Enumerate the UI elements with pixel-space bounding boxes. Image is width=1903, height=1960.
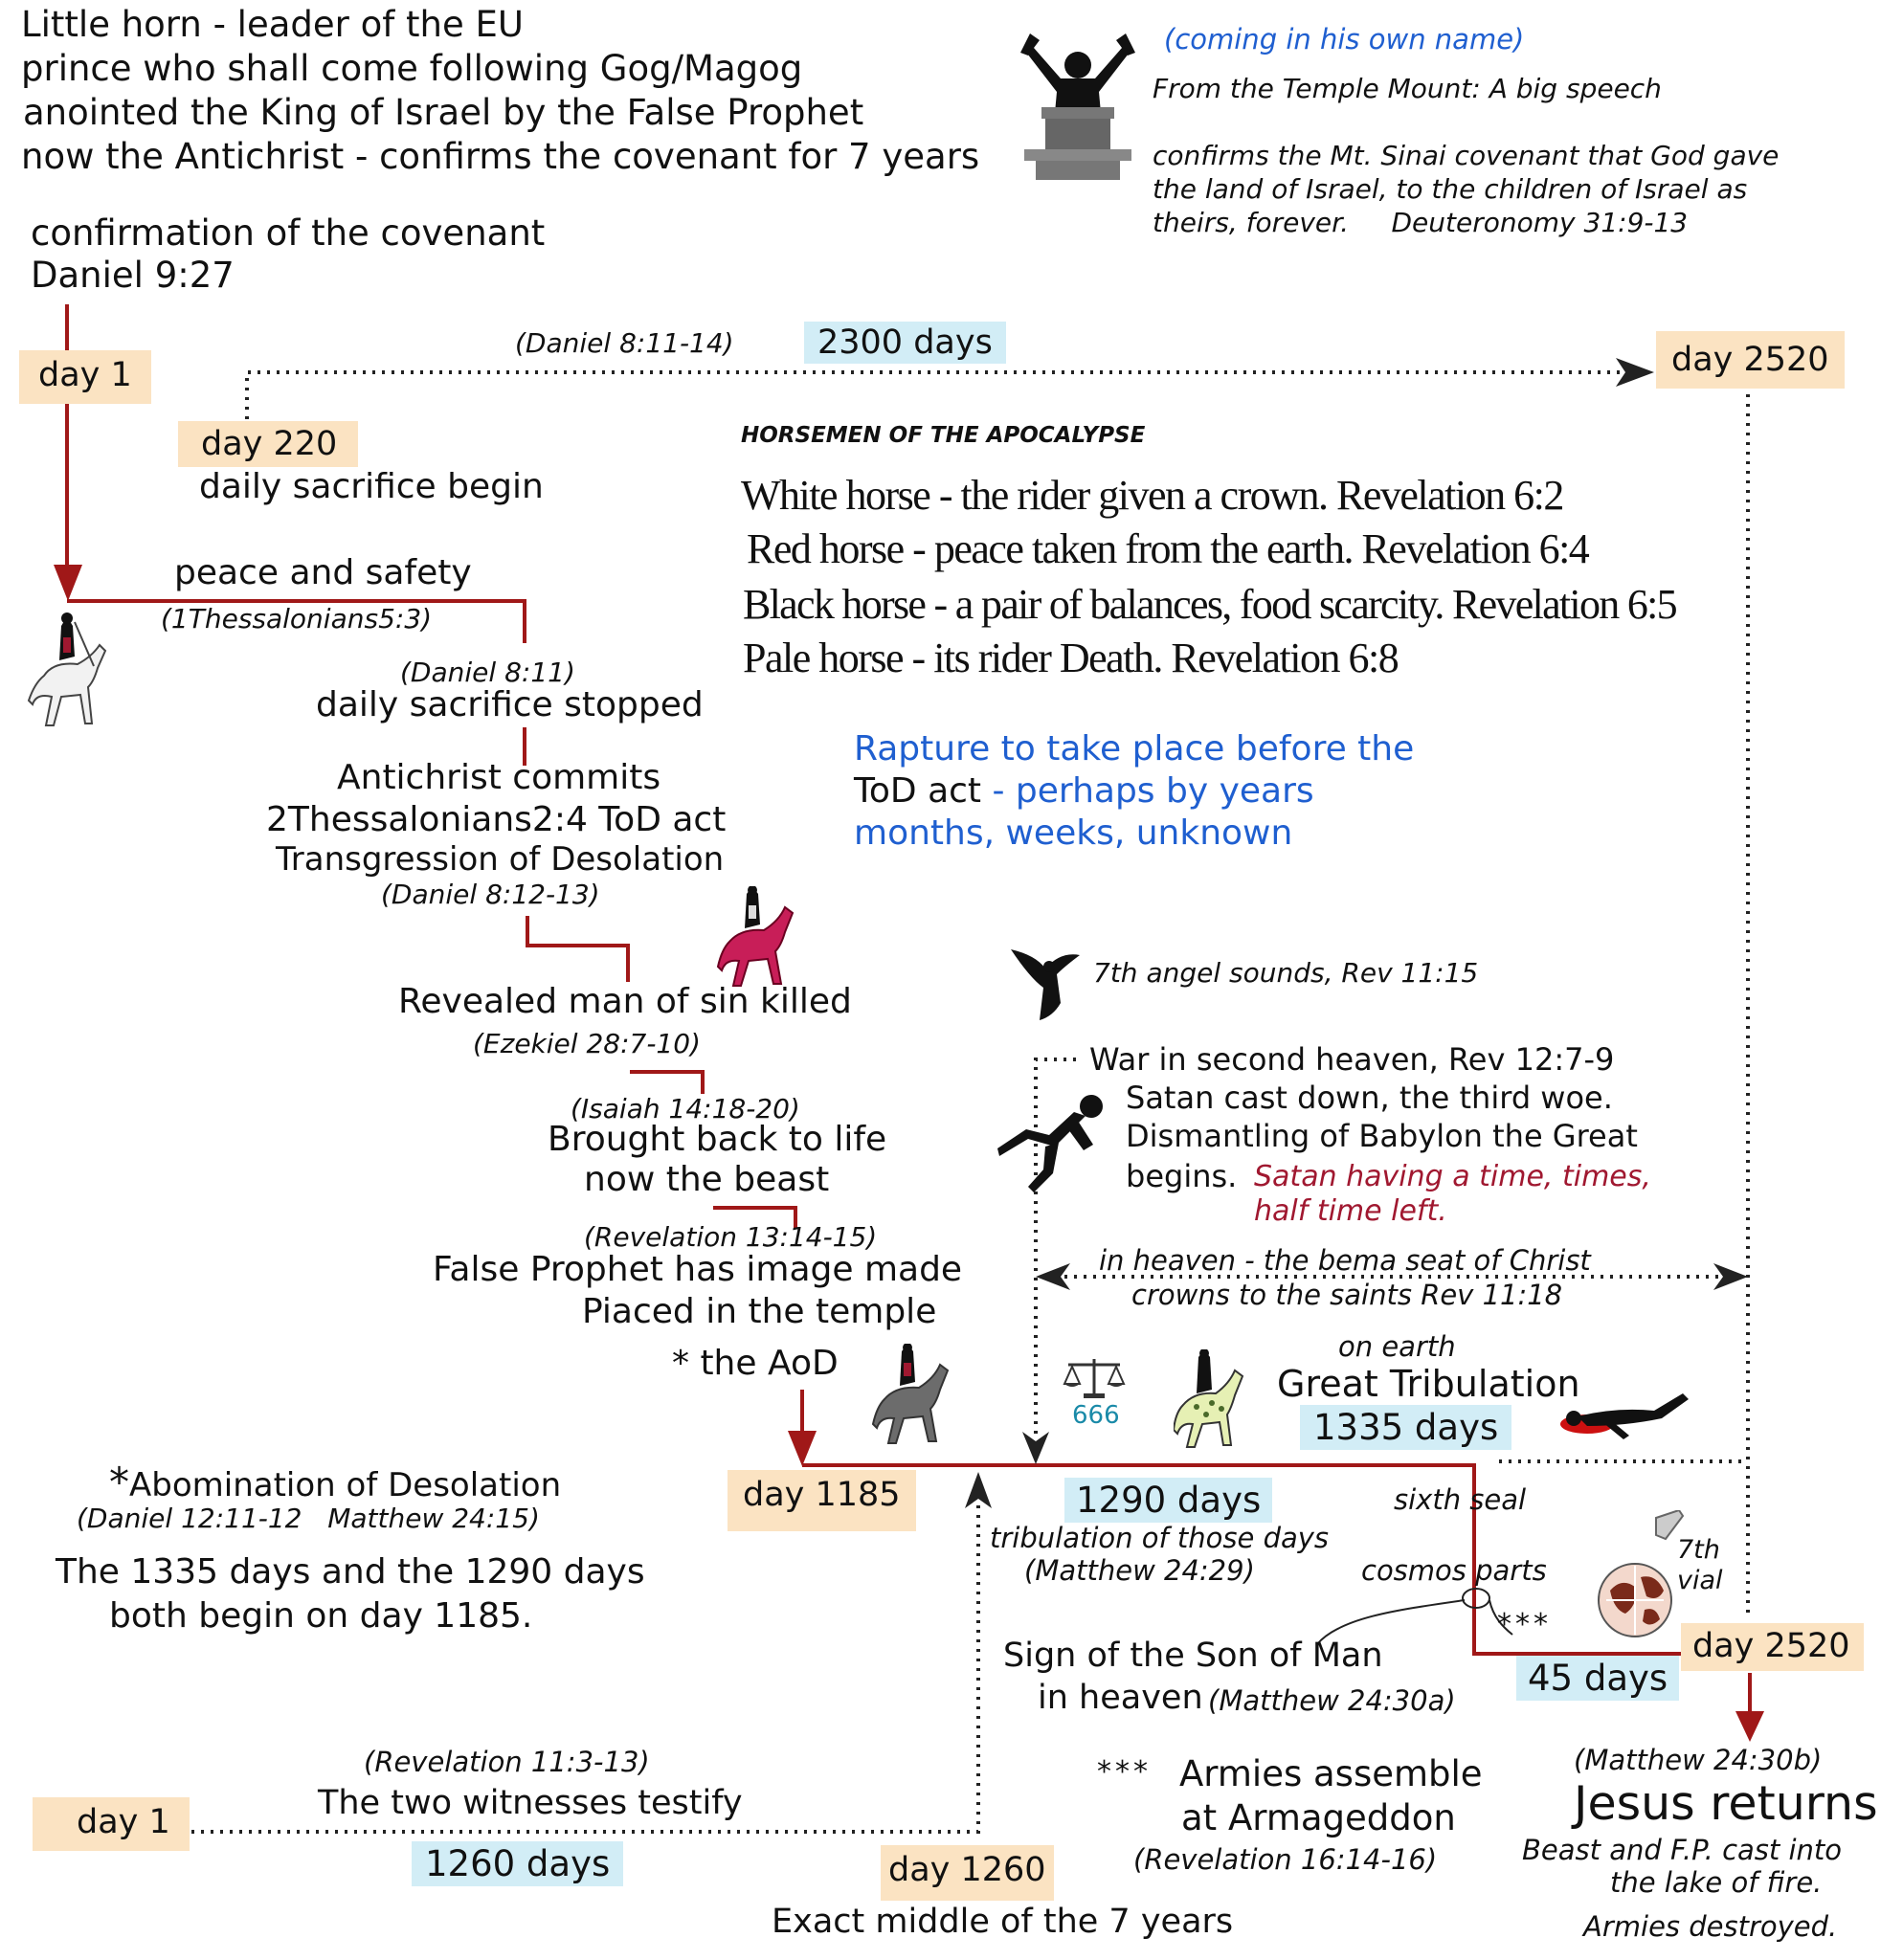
day2520-top-tag: day 2520 bbox=[1656, 331, 1845, 389]
angel-icon bbox=[1007, 946, 1082, 1022]
dotted-2300 bbox=[247, 372, 1623, 419]
seventh-vial-label-1: 7th bbox=[1677, 1535, 1720, 1565]
aod-arrowhead bbox=[788, 1431, 817, 1466]
days-1260-tag: 1260 days bbox=[412, 1841, 623, 1886]
covenant-line-3: theirs, forever. Deuteronomy 31:9-13 bbox=[1153, 207, 1689, 238]
rapture-line-3: months, weeks, unknown bbox=[854, 813, 1293, 853]
header-line-2: prince who shall come following Gog/Magog bbox=[21, 48, 803, 89]
aod-footnote-star: * bbox=[109, 1459, 129, 1505]
sign-son-of-man-line-2: in heaven bbox=[1038, 1679, 1203, 1717]
rapture-line-2 bbox=[854, 771, 1314, 811]
transgression-line: Transgression of Desolation bbox=[276, 840, 725, 879]
great-tribulation-label: Great Tribulation bbox=[1277, 1363, 1580, 1405]
arrow-heaven-right bbox=[1713, 1263, 1748, 1290]
cosmos-parts-label: cosmos parts bbox=[1361, 1554, 1547, 1587]
day1185-tag: day 1185 bbox=[728, 1470, 916, 1531]
armies-destroyed: Armies destroyed. bbox=[1583, 1910, 1838, 1943]
false-prophet-line-2: Piaced in the temple bbox=[582, 1292, 937, 1331]
rapture-perhaps: - perhaps by years bbox=[981, 771, 1314, 811]
daniel-812-13-ref: (Daniel 8:12-13) bbox=[381, 879, 600, 910]
beast-cast-line-1: Beast and F.P. cast into bbox=[1522, 1834, 1843, 1866]
sign-son-of-man-line-1: Sign of the Son of Man bbox=[1003, 1637, 1383, 1675]
chain-line-4 bbox=[630, 1072, 703, 1094]
both-begin-line-2: both begin on day 1185. bbox=[109, 1596, 533, 1636]
daniel-811-14-ref: (Daniel 8:11-14) bbox=[515, 327, 734, 359]
seventh-vial-label-2: vial bbox=[1677, 1566, 1723, 1595]
arrow-2520 bbox=[1616, 358, 1654, 387]
confirmation-line-2: Daniel 9:27 bbox=[31, 255, 235, 296]
exact-middle-line: Exact middle of the 7 years bbox=[772, 1903, 1234, 1941]
horseman-black: Black horse - a pair of balances, food scarcity. Revelation 6:5 bbox=[743, 581, 1676, 628]
days-1335-tag: 1335 days bbox=[1300, 1405, 1511, 1450]
day1-top-tag: day 1 bbox=[19, 350, 151, 404]
header-line-1: Little horn - leader of the EU bbox=[21, 4, 524, 45]
day2520-bottom-tag: day 2520 bbox=[1681, 1623, 1864, 1671]
days-45-tag: 45 days bbox=[1516, 1656, 1679, 1701]
horsemen-title: HORSEMEN OF THE APOCALYPSE bbox=[741, 423, 1146, 448]
speech-note: (coming in his own name) bbox=[1164, 23, 1525, 56]
beast-cast-line-2: the lake of fire. bbox=[1610, 1866, 1823, 1899]
aod-footnote bbox=[109, 1459, 561, 1505]
days-2300-tag: 2300 days bbox=[804, 322, 1006, 364]
armies-line-2: at Armageddon bbox=[1181, 1797, 1456, 1838]
day1-arrowhead bbox=[54, 565, 82, 601]
heaven-crowns-line: crowns to the saints Rev 11:18 bbox=[1131, 1279, 1563, 1311]
white-horse-icon bbox=[25, 609, 111, 733]
revealed-man-of-sin: Revealed man of sin killed bbox=[398, 982, 852, 1021]
armies-ref: (Revelation 16:14-16) bbox=[1133, 1843, 1438, 1876]
horseman-white: White horse - the rider given a crown. Revelation 6:2 bbox=[741, 472, 1563, 519]
covenant-line-1: confirms the Mt. Sinai covenant that God gave bbox=[1153, 140, 1780, 171]
arrow-1260-up bbox=[965, 1472, 992, 1508]
header-line-3: anointed the King of Israel by the False Prophet bbox=[23, 92, 864, 133]
horseman-red: Red horse - peace taken from the earth. Revelation 6:4 bbox=[747, 525, 1589, 572]
witness-ref: (Revelation 11:3-13) bbox=[364, 1746, 650, 1778]
armies-line-1: Armies assemble bbox=[1179, 1753, 1483, 1794]
day1260-tag: day 1260 bbox=[881, 1845, 1054, 1901]
temple-mount-line: From the Temple Mount: A big speech bbox=[1153, 73, 1662, 104]
armies-stars: *** bbox=[1097, 1755, 1152, 1789]
antichrist-commits: Antichrist commits bbox=[337, 758, 661, 797]
horseman-pale: Pale horse - its rider Death. Revelation 6:8 bbox=[743, 635, 1399, 681]
sign-ref: (Matthew 24:30a) bbox=[1208, 1684, 1456, 1717]
red-horse-icon bbox=[716, 886, 802, 990]
speaker-podium-icon bbox=[1011, 29, 1145, 182]
black-horse-icon bbox=[1174, 1349, 1250, 1449]
daily-sacrifice-begin: daily sacrifice begin bbox=[199, 467, 544, 506]
peace-and-safety: peace and safety bbox=[174, 553, 472, 592]
satan-cast-down: Satan cast down, the third woe. bbox=[1126, 1080, 1613, 1116]
rapture-tod-act: ToD act bbox=[854, 771, 982, 811]
day220-tag: day 220 bbox=[178, 421, 358, 467]
war-in-heaven-line: War in second heaven, Rev 12:7-9 bbox=[1089, 1041, 1615, 1078]
arrow-war-down bbox=[1022, 1432, 1049, 1464]
falling-man-icon bbox=[996, 1089, 1110, 1194]
false-prophet-line-1: False Prophet has image made bbox=[433, 1250, 963, 1289]
mark-666: 666 bbox=[1072, 1401, 1120, 1430]
heaven-bema-line: in heaven - the bema seat of Christ bbox=[1099, 1244, 1591, 1277]
brought-back-line-2: now the beast bbox=[584, 1160, 830, 1199]
daily-sacrifice-stopped: daily sacrifice stopped bbox=[316, 685, 704, 724]
sixth-seal-label: sixth seal bbox=[1394, 1483, 1527, 1516]
tribulation-line-2: (Matthew 24:29) bbox=[1024, 1554, 1255, 1587]
satan-time-line-1: Satan having a time, times, bbox=[1254, 1160, 1651, 1193]
days-1290-tag: 1290 days bbox=[1064, 1478, 1272, 1523]
blood-victim-icon bbox=[1549, 1382, 1692, 1447]
chain-line-3 bbox=[527, 916, 628, 982]
return-arrowhead bbox=[1735, 1711, 1764, 1742]
aod-footnote-text: Abomination of Desolation bbox=[129, 1466, 562, 1504]
on-earth-label: on earth bbox=[1338, 1330, 1456, 1363]
both-begin-line-1: The 1335 days and the 1290 days bbox=[56, 1552, 645, 1592]
scales-icon bbox=[1063, 1355, 1126, 1399]
returns-ref: (Matthew 24:30b) bbox=[1574, 1744, 1823, 1776]
rapture-line-1: Rapture to take place before the bbox=[854, 729, 1415, 768]
jesus-returns: Jesus returns bbox=[1574, 1776, 1878, 1831]
peace-ref: (1Thessalonians5:3) bbox=[161, 603, 433, 635]
tribulation-line-1: tribulation of those days bbox=[990, 1522, 1330, 1554]
pale-horse-icon bbox=[871, 1344, 959, 1447]
cosmos-stars: *** bbox=[1497, 1608, 1552, 1641]
tod-act-line: 2Thessalonians2:4 ToD act bbox=[266, 800, 727, 839]
covenant-line-2: the land of Israel, to the children of Israel as bbox=[1153, 173, 1748, 205]
satan-time-line-2: half time left. bbox=[1254, 1194, 1447, 1228]
confirmation-line-1: confirmation of the covenant bbox=[31, 212, 546, 254]
begins-line: begins. bbox=[1126, 1158, 1238, 1194]
revelation-1314-ref: (Revelation 13:14-15) bbox=[584, 1221, 878, 1253]
header-line-4: now the Antichrist - confirms the covenant for 7 years bbox=[21, 136, 980, 177]
isaiah-ref: (Isaiah 14:18-20) bbox=[571, 1093, 800, 1125]
daniel-811-ref: (Daniel 8:11) bbox=[400, 657, 575, 688]
the-aod-label: * the AoD bbox=[672, 1344, 839, 1383]
dismantling-line: Dismantling of Babylon the Great bbox=[1126, 1118, 1638, 1154]
brought-back-line-1: Brought back to life bbox=[548, 1120, 887, 1159]
day1-bottom-tag: day 1 bbox=[33, 1797, 190, 1851]
two-witnesses-line: The two witnesses testify bbox=[318, 1784, 743, 1822]
aod-refs: (Daniel 12:11-12 Matthew 24:15) bbox=[77, 1503, 540, 1534]
seventh-angel-line: 7th angel sounds, Rev 11:15 bbox=[1093, 957, 1479, 989]
ezekiel-ref: (Ezekiel 28:7-10) bbox=[473, 1028, 701, 1059]
